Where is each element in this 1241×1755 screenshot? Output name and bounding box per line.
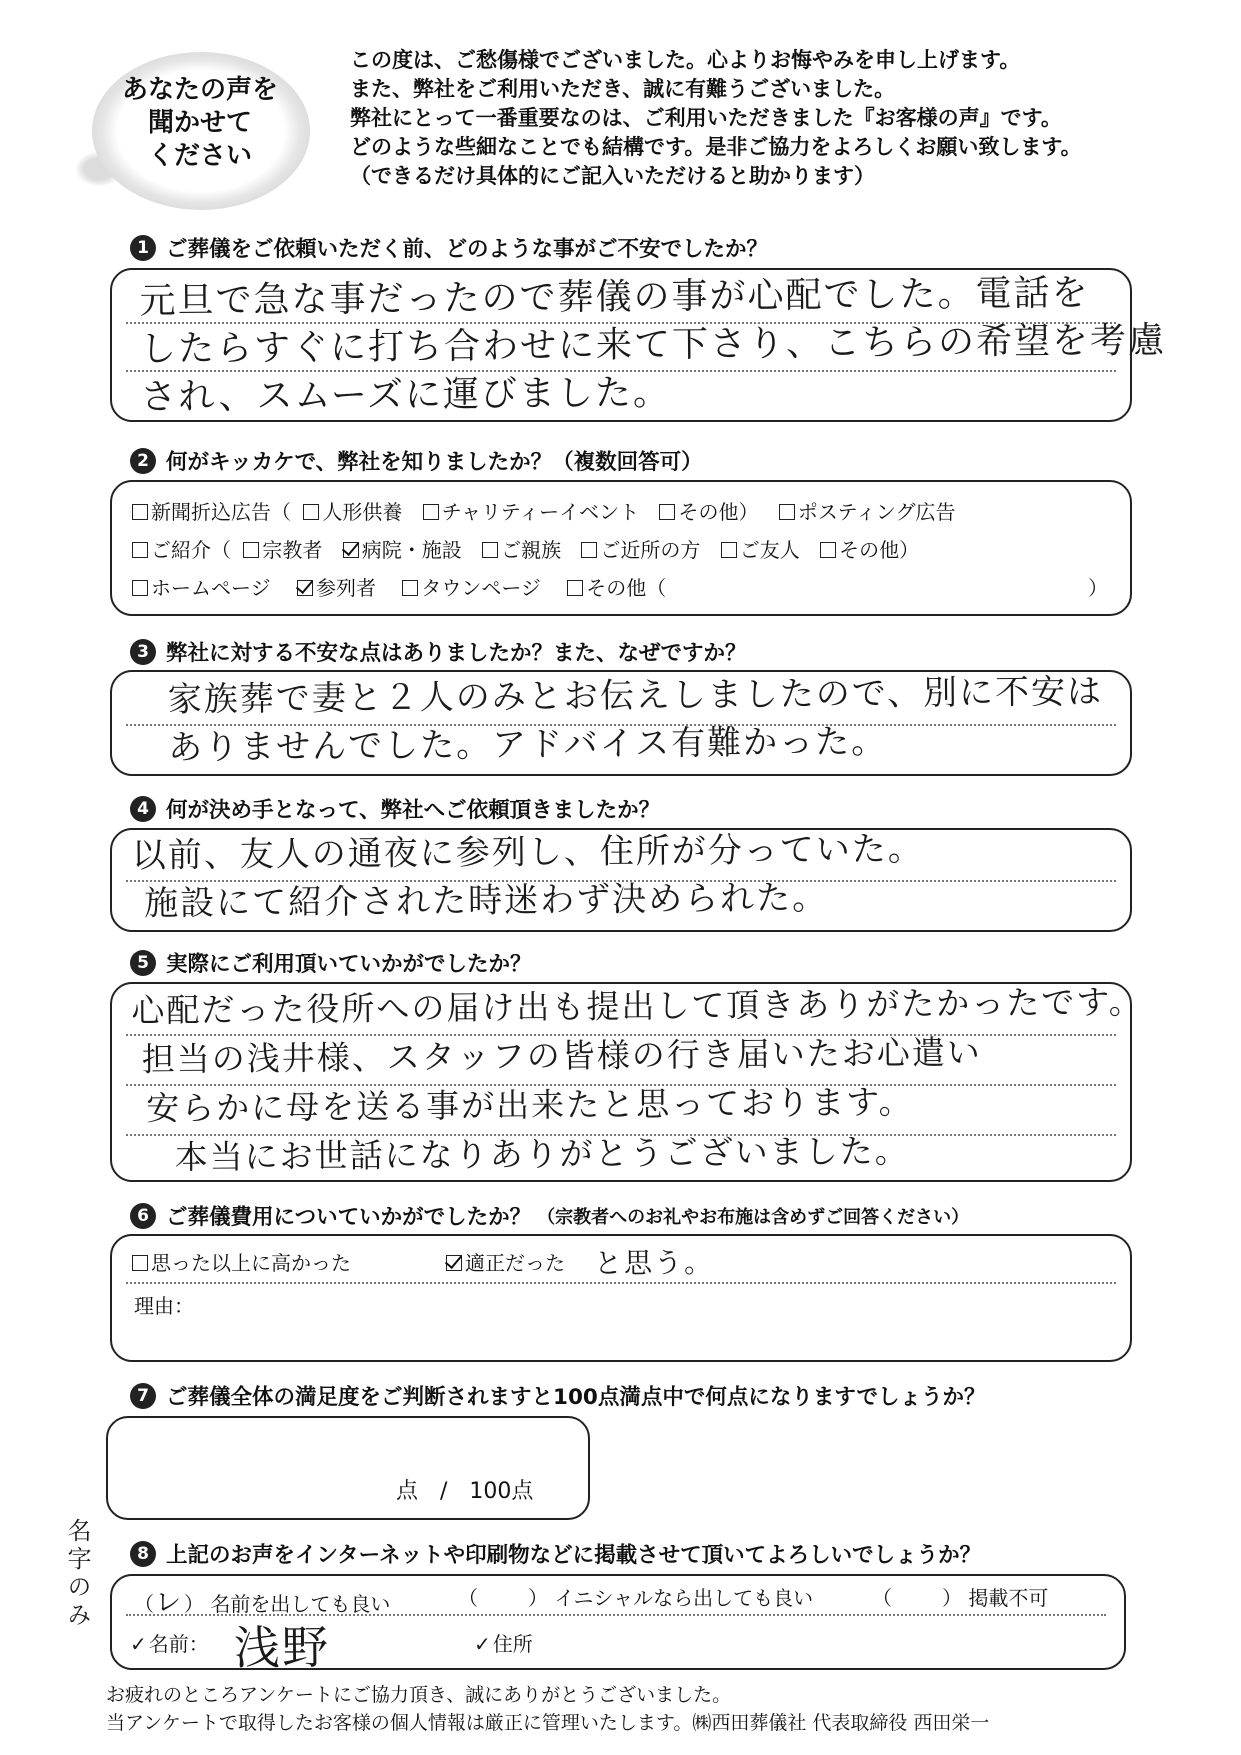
checkbox[interactable] bbox=[779, 504, 795, 520]
checkbox[interactable] bbox=[659, 504, 675, 520]
q8-name-value: 浅野 bbox=[233, 1620, 331, 1675]
checkbox[interactable] bbox=[423, 504, 439, 520]
q6-question: ご葬儀費用についていかがでしたか？ bbox=[166, 1205, 532, 1230]
q8-option-no-publish[interactable] bbox=[872, 1582, 1048, 1611]
option-newspaper-insert[interactable]: 新聞折込広告（ bbox=[132, 500, 291, 524]
q5-number-badge: 5 bbox=[130, 950, 156, 976]
option-other[interactable]: その他（ bbox=[567, 576, 666, 600]
q1-question: ご葬儀をご依頼いただく前、どのような事がご不安でしたか？ bbox=[166, 237, 769, 262]
checkbox[interactable] bbox=[303, 504, 319, 520]
checkbox[interactable] bbox=[243, 542, 259, 558]
answer-line: ありませんでした。アドバイス有難かった。 bbox=[168, 721, 888, 768]
option-townpage[interactable]: タウンページ bbox=[402, 576, 541, 600]
checkbox[interactable] bbox=[132, 504, 148, 520]
q8-check-mark: レ bbox=[154, 1587, 184, 1618]
option-label: 掲載不可 bbox=[968, 1586, 1049, 1610]
intro-line: この度は、ご愁傷様でございました。心よりお悔やみを申し上げます。 bbox=[350, 48, 1021, 72]
option-label: 思った以上に高かった bbox=[151, 1251, 351, 1275]
q6-number-badge: 6 bbox=[130, 1203, 156, 1229]
option-referral[interactable]: ご紹介（ bbox=[132, 538, 231, 562]
checkbox[interactable] bbox=[402, 580, 418, 596]
q3-question: 弊社に対する不安な点はありましたか？また、なぜですか？ bbox=[166, 641, 747, 666]
q7-question: ご葬儀全体の満足度をご判断されますと100点満点中で何点になりますでしょうか？ bbox=[166, 1385, 986, 1410]
q8-question: 上記のお声をインターネットや印刷物などに掲載させて頂いてよろしいでしょうか？ bbox=[166, 1543, 982, 1568]
paren-close: ） bbox=[942, 1586, 962, 1610]
answer-line: したらすぐに打ち合わせに来て下さり、こちらの希望を考慮 bbox=[139, 320, 1167, 370]
answer-line: 元旦で急な事だったので葬儀の事が心配でした。電話を bbox=[139, 272, 1090, 323]
q7-score-suffix: 点 / 100点 bbox=[396, 1479, 534, 1504]
q8-margin-note: 名字のみ bbox=[63, 1518, 91, 1630]
paren-close: ） bbox=[528, 1586, 548, 1610]
q4-handwritten-answer bbox=[132, 825, 925, 928]
intro-line: また、弊社をご利用いただき、誠に有難うございました。 bbox=[350, 77, 896, 101]
q2-options-row-2 bbox=[132, 534, 925, 563]
q1-number-badge: 1 bbox=[130, 235, 156, 261]
q8-option-initial-ok[interactable] bbox=[458, 1582, 813, 1611]
option-attendee[interactable]: 参列者 bbox=[297, 576, 376, 600]
option-label: イニシャルなら出しても良い bbox=[554, 1586, 814, 1610]
checkbox[interactable] bbox=[132, 580, 148, 596]
q6-subnote: （宗教者へのお礼やお布施は含めずご回答ください） bbox=[537, 1206, 970, 1228]
q2-other-close-paren: ） bbox=[1088, 576, 1108, 600]
option-homepage[interactable]: ホームページ bbox=[132, 576, 271, 600]
intro-text bbox=[350, 46, 1230, 191]
badge-line: ください bbox=[147, 141, 252, 171]
answer-line: 施設にて紹介された時迷わず決められた。 bbox=[144, 877, 829, 924]
q3-number-badge: 3 bbox=[130, 639, 156, 665]
intro-line: どのような些細なことでも結構です。是非ご協力をよろしくお願い致します。 bbox=[350, 135, 1082, 159]
q4-number-badge: 4 bbox=[130, 796, 156, 822]
q6-reason-label: 理由： bbox=[134, 1294, 194, 1318]
q6-handwritten-note: と思う。 bbox=[593, 1245, 715, 1280]
footer-privacy: 当アンケートで取得したお客様の個人情報は厳正に管理いたします。㈱西田葬儀社 代表取締役 西田栄一 bbox=[106, 1712, 990, 1734]
paren-open: （ bbox=[458, 1586, 478, 1610]
answer-line: 家族葬で妻と２人のみとお伝えしましたので、別に不安は bbox=[167, 671, 1104, 721]
badge-title bbox=[100, 74, 300, 173]
q6-option-too-high[interactable] bbox=[132, 1247, 351, 1276]
q1-handwritten-answer bbox=[139, 269, 1166, 422]
ruled-line bbox=[126, 1282, 1116, 1284]
answer-line: 安らかに母を送る事が出来たと思っております。 bbox=[146, 1082, 914, 1128]
q5-question: 実際にご利用頂いていかがでしたか？ bbox=[166, 952, 532, 977]
footer-thanks: お疲れのところアンケートにご協力頂き、誠にありがとうございました。 bbox=[106, 1684, 732, 1706]
checkbox-checked[interactable] bbox=[297, 580, 313, 596]
checkbox[interactable] bbox=[132, 1255, 148, 1271]
checkbox[interactable] bbox=[482, 542, 498, 558]
q2-title bbox=[130, 445, 703, 476]
q8-address-row bbox=[474, 1628, 533, 1657]
q2-options-row-3 bbox=[132, 572, 672, 601]
q1-title bbox=[130, 232, 768, 263]
q7-number-badge: 7 bbox=[130, 1383, 156, 1409]
option-charity-event[interactable]: チャリティーイベント bbox=[423, 500, 639, 524]
badge-line: あなたの声を bbox=[121, 75, 278, 105]
paren-close: ） bbox=[184, 1592, 204, 1616]
answer-line: 担当の浅井様、スタッフの皆様の行き届いたお心遣い bbox=[141, 1032, 982, 1079]
q5-title bbox=[130, 947, 532, 978]
checkbox[interactable] bbox=[567, 580, 583, 596]
answer-line: 本当にお世話になりありがとうございました。 bbox=[174, 1131, 910, 1177]
q6-title bbox=[130, 1200, 969, 1231]
name-check-mark: ✓ bbox=[130, 1632, 149, 1656]
intro-line: 弊社にとって一番重要なのは、ご利用いただきました『お客様の声』です。 bbox=[350, 106, 1062, 130]
option-neighbors[interactable]: ご近所の方 bbox=[581, 538, 700, 562]
q2-number-badge: 2 bbox=[130, 448, 156, 474]
q5-handwritten-answer bbox=[131, 977, 1145, 1182]
option-religious[interactable]: 宗教者 bbox=[243, 538, 322, 562]
name-label: 名前： bbox=[148, 1632, 209, 1656]
paren-open: （ bbox=[134, 1592, 154, 1616]
option-hospital-facility[interactable]: 病院・施設 bbox=[343, 538, 462, 562]
q8-number-badge: 8 bbox=[130, 1541, 156, 1567]
answer-line: 心配だった役所への届け出も提出して頂きありがたかったです。 bbox=[131, 982, 1144, 1031]
checkbox-checked[interactable] bbox=[446, 1255, 462, 1271]
paren-open: （ bbox=[872, 1586, 892, 1610]
q2-options-row-1 bbox=[132, 496, 961, 525]
option-label: 名前を出しても良い bbox=[210, 1592, 391, 1616]
checkbox[interactable] bbox=[820, 542, 836, 558]
q7-title bbox=[130, 1380, 986, 1411]
option-posting-ad[interactable]: ポスティング広告 bbox=[779, 500, 956, 524]
q3-handwritten-answer bbox=[168, 668, 1104, 772]
answer-line: 以前、友人の通夜に参列し、住所が分っていた。 bbox=[131, 829, 924, 877]
option-referral-other[interactable]: その他） bbox=[820, 538, 919, 562]
q6-option-appropriate[interactable] bbox=[446, 1247, 565, 1276]
checkbox-checked[interactable] bbox=[343, 542, 359, 558]
q3-title bbox=[130, 636, 747, 667]
option-relatives[interactable]: ご親族 bbox=[482, 538, 561, 562]
answer-line: され、スムーズに運びました。 bbox=[140, 372, 672, 418]
address-check-mark: ✓ bbox=[474, 1632, 493, 1656]
option-doll-memorial[interactable]: 人形供養 bbox=[303, 500, 402, 524]
q8-name-row bbox=[130, 1628, 209, 1657]
checkbox[interactable] bbox=[132, 542, 148, 558]
option-label: 適正だった bbox=[465, 1251, 565, 1275]
intro-line: （できるだけ具体的にご記入いただけると助かります） bbox=[350, 164, 875, 188]
q4-title bbox=[130, 793, 660, 824]
option-friends[interactable]: ご友人 bbox=[721, 538, 800, 562]
address-label: 住所 bbox=[492, 1632, 533, 1656]
q8-title bbox=[130, 1538, 981, 1569]
checkbox[interactable] bbox=[721, 542, 737, 558]
q4-question: 何が決め手となって、弊社へご依頼頂きましたか？ bbox=[166, 798, 661, 823]
q2-question: 何がキッカケで、弊社を知りましたか？（複数回答可） bbox=[166, 450, 703, 475]
checkbox[interactable] bbox=[581, 542, 597, 558]
badge-line: 聞かせて bbox=[147, 108, 252, 138]
option-ad-other[interactable]: その他） bbox=[659, 500, 758, 524]
